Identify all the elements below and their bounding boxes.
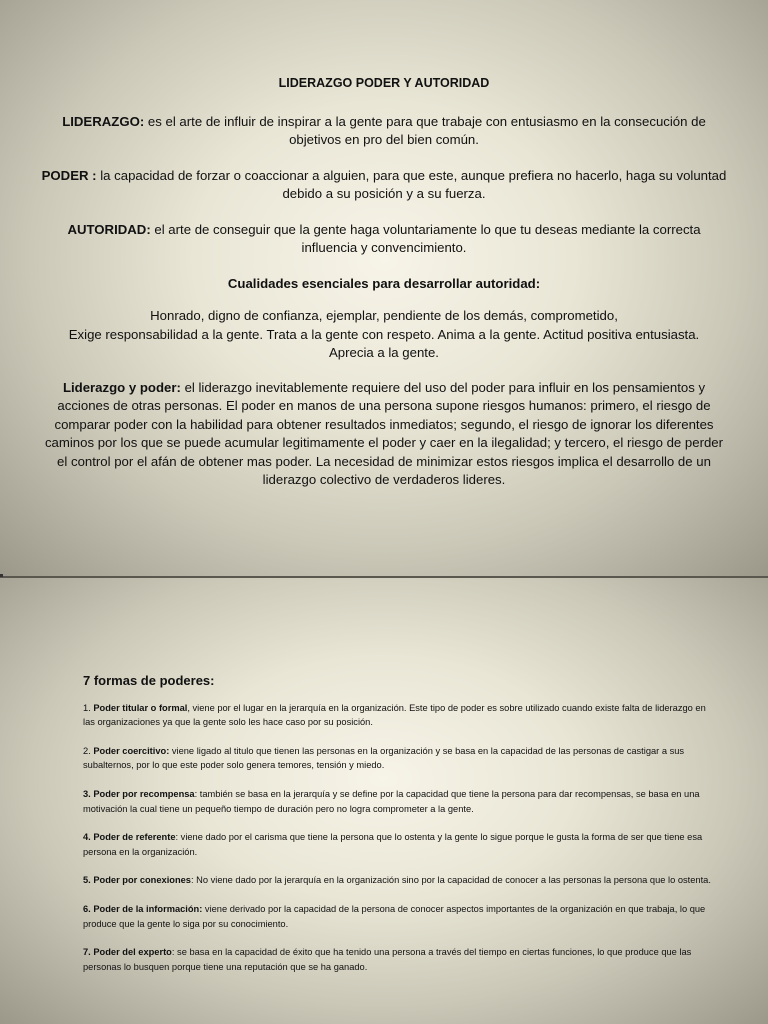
- leadership-power-paragraph: [40, 379, 728, 490]
- item-text: : se basa en la capacidad de éxito que ha tenido una persona a través del tiempo en ciertas funciones, lo que produce que las personas lo busquen porque tiene una reputación que se ha ganado.: [83, 947, 692, 972]
- item-text: , viene por el lugar en la jerarquía en la organización. Este tipo de poder es sobre utilizado cuando existe falta de liderazgo en las organizaciones ya que la gente solo les hace caso por su posición.: [83, 702, 706, 728]
- term-autoridad: AUTORIDAD:: [67, 221, 151, 237]
- item-term: Poder titular o formal: [93, 702, 188, 713]
- forms-heading: 7 formas de poderes:: [83, 673, 215, 688]
- slide-1-content: [40, 74, 728, 507]
- leadership-power-text: el liderazgo inevitablemente requiere del uso del poder para influir en los pensamientos y acciones de otras personas. El poder en manos de una persona supone riesgos humanos: primero, el riesgo de comparar poder con la habilidad para obtener resultados inmediatos; segundo, el riesgo de ignorar los diferentes caminos por los que se puede acumular legitimamente el poder y caer en la ilegalidad; y tercero, el riesgo de perder el control por el afán de obtener mas poder. La necesidad de minimizar estos riesgos implica el desarrollo de un liderazgo colectivo de verdaderos lideres.: [44, 379, 724, 487]
- item-term: 5. Poder por conexiones: [83, 875, 191, 886]
- def-autoridad-text: el arte de conseguir que la gente haga voluntariamente lo que tu deseas mediante la correcta influencia y convencimiento.: [150, 221, 701, 255]
- item-term: 4. Poder de referente: [83, 832, 176, 843]
- item-term: 3. Poder por recompensa: [83, 788, 195, 799]
- item-text: viene ligado al titulo que tienen las personas en la organización y se basa en la capacidad de las personas de castigar a sus subalternos, por lo que este poder solo genera temores, tensión y miedo.: [83, 745, 685, 771]
- item-term: 7. Poder del experto: [83, 947, 172, 958]
- power-form-item: [83, 701, 715, 730]
- qualities-line-2: Exige responsabilidad a la gente. Trata a la gente con respeto. Anima a la gente. Actitud positiva entusiasta.: [68, 326, 700, 342]
- item-prefix: 2.: [83, 745, 94, 756]
- qualities-line-1: Honrado, digno de confianza, ejemplar, pendiente de los demás, comprometido,: [150, 308, 618, 323]
- item-text: viene derivado por la capacidad de la persona de conocer aspectos importantes de la organización en que trabaja, lo que produce que la gente lo siga por su conocimiento.: [83, 903, 706, 929]
- power-form-item: [83, 945, 715, 974]
- slide-2: [0, 578, 768, 1024]
- def-poder-text: la capacidad de forzar o coaccionar a alguien, para que este, aunque prefiera no hacerlo, haga su voluntad debido a su posición y a su fuerza.: [96, 167, 727, 201]
- item-term: 6. Poder de la información:: [83, 903, 203, 914]
- def-autoridad: [40, 221, 728, 258]
- term-liderazgo: LIDERAZGO:: [62, 113, 145, 129]
- slide-2-content: [83, 674, 715, 988]
- document-title: LIDERAZGO PODER Y AUTORIDAD: [278, 76, 490, 90]
- term-poder: PODER :: [41, 167, 97, 183]
- def-poder: [40, 167, 728, 204]
- def-liderazgo: [40, 113, 728, 150]
- power-form-item: [83, 744, 715, 773]
- power-form-item: [83, 787, 715, 816]
- qualities-line-3: Aprecia a la gente.: [329, 345, 439, 360]
- def-liderazgo-text: es el arte de influir de inspirar a la gente para que trabaje con entusiasmo en la consecución de objetivos en pro del bien común.: [144, 113, 706, 147]
- page-edge-mark: [0, 574, 3, 577]
- item-text: : viene dado por el carisma que tiene la persona que lo ostenta y la gente lo sigue porque le gusta la forma de ser que tiene esa persona en la organización.: [83, 832, 703, 857]
- term-liderazgo-poder: Liderazgo y poder:: [62, 379, 181, 395]
- power-form-item: [83, 873, 715, 888]
- power-form-item: [83, 830, 715, 859]
- item-term: Poder coercitivo:: [93, 745, 170, 756]
- power-form-item: [83, 902, 715, 931]
- item-text: : No viene dado por la jerarquía en la organización sino por la capacidad de conocer a las personas la persona que lo ostenta.: [190, 875, 711, 886]
- item-prefix: 1.: [83, 702, 94, 713]
- qualities-heading: Cualidades esenciales para desarrollar autoridad:: [227, 275, 541, 291]
- qualities-list: [40, 307, 728, 363]
- item-text: : también se basa en la jerarquía y se define por la capacidad que tiene la persona para dar recompensas, se basa en una motivación la cual tiene un pequeño tiempo de duración pero no logra comprometer a la gente.: [83, 788, 700, 814]
